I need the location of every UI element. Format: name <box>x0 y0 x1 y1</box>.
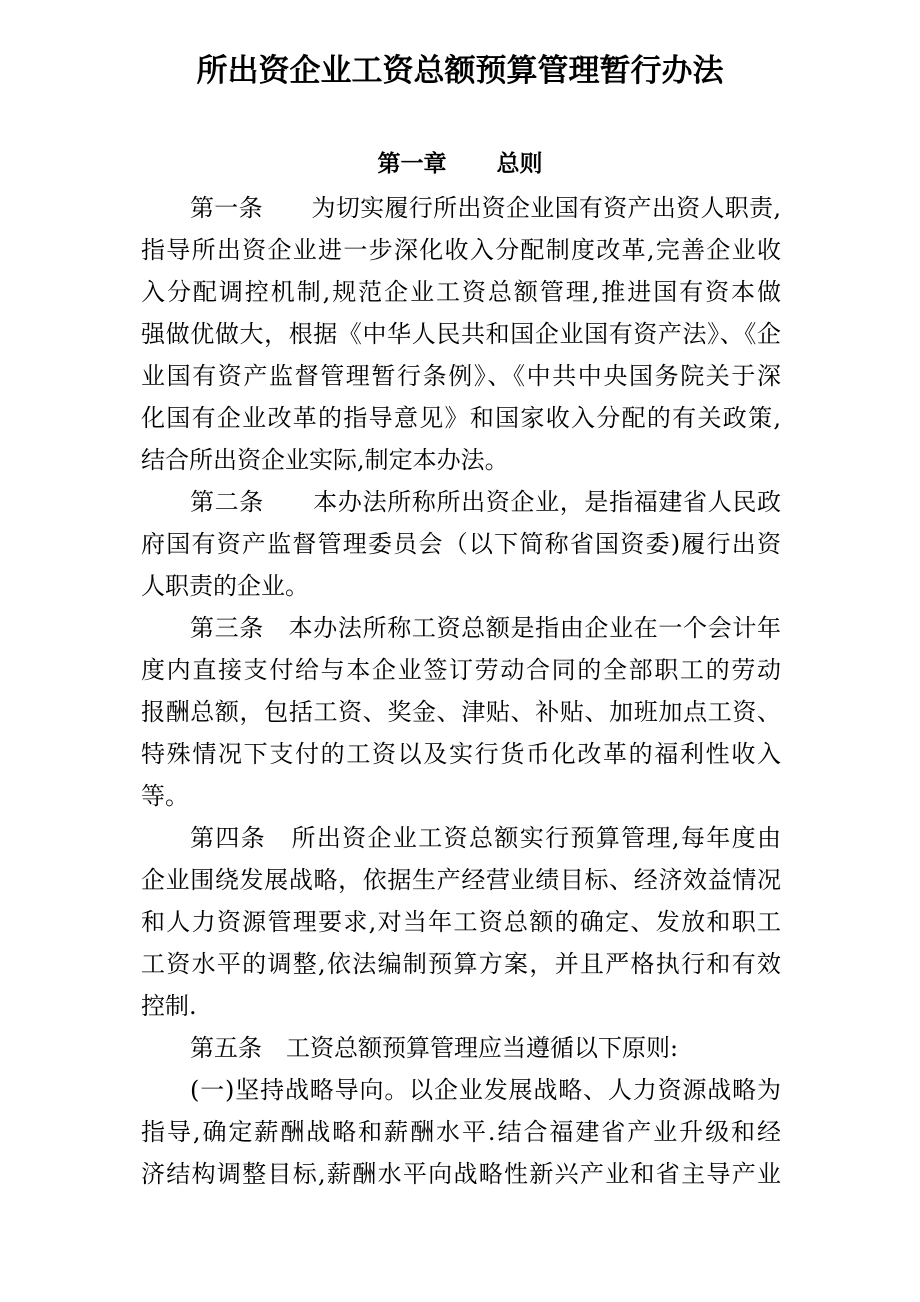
body-line-article-3-start: 第三条 本办法所称工资总额是指由企业在一个会计年 <box>190 614 781 642</box>
chapter-number: 第一章 <box>377 150 447 177</box>
body-line: 工资水平的调整,依法编制预算方案，并且严格执行和有效 <box>141 950 781 978</box>
body-line: 控制. <box>141 992 197 1020</box>
body-line-article-4-start: 第四条 所出资企业工资总额实行预算管理,每年度由 <box>190 824 781 852</box>
body-line: 等。 <box>141 782 189 810</box>
body-line: 化国有企业改革的指导意见》和国家收入分配的有关政策, <box>141 404 781 432</box>
body-line: 府国有资产监督管理委员会（以下简称省国资委)履行出资 <box>141 530 781 558</box>
body-line: 企业围绕发展战略，依据生产经营业绩目标、经济效益情况 <box>141 866 781 894</box>
body-line: 指导,确定薪酬战略和薪酬水平.结合福建省产业升级和经 <box>141 1118 781 1146</box>
chapter-heading <box>0 147 920 181</box>
body-line: 业国有资产监督管理暂行条例》、《中共中央国务院关于深 <box>141 362 781 390</box>
body-line: 度内直接支付给与本企业签订劳动合同的全部职工的劳动 <box>141 656 781 684</box>
body-line: 人职责的企业。 <box>141 572 309 600</box>
body-line: 入分配调控机制,规范企业工资总额管理,推进国有资本做 <box>141 278 781 306</box>
body-line: 结合所出资企业实际,制定本办法。 <box>141 446 509 474</box>
body-line: 强做优做大，根据《中华人民共和国企业国有资产法》、《企 <box>141 320 781 348</box>
body-line: 济结构调整目标,薪酬水平向战略性新兴产业和省主导产业 <box>141 1160 781 1188</box>
body-line: 报酬总额，包括工资、奖金、津贴、补贴、加班加点工资、 <box>141 698 781 726</box>
body-line: 和人力资源管理要求,对当年工资总额的确定、发放和职工 <box>141 908 781 936</box>
body-line-article-2-start: 第二条 本办法所称所出资企业，是指福建省人民政 <box>190 488 781 516</box>
chapter-name: 总则 <box>496 150 543 177</box>
body-line-item-1-start: (一)坚持战略导向。以企业发展战略、人力资源战略为 <box>190 1076 781 1104</box>
body-line-article-1-start: 第一条 为切实履行所出资企业国有资产出资人职责, <box>190 194 781 222</box>
body-line: 指导所出资企业进一步深化收入分配制度改革,完善企业收 <box>141 236 781 264</box>
body-line-article-5-start: 第五条 工资总额预算管理应当遵循以下原则: <box>190 1034 679 1062</box>
document-title: 所出资企业工资总额预算管理暂行办法 <box>196 53 724 89</box>
body-line: 特殊情况下支付的工资以及实行货币化改革的福利性收入 <box>141 740 781 768</box>
